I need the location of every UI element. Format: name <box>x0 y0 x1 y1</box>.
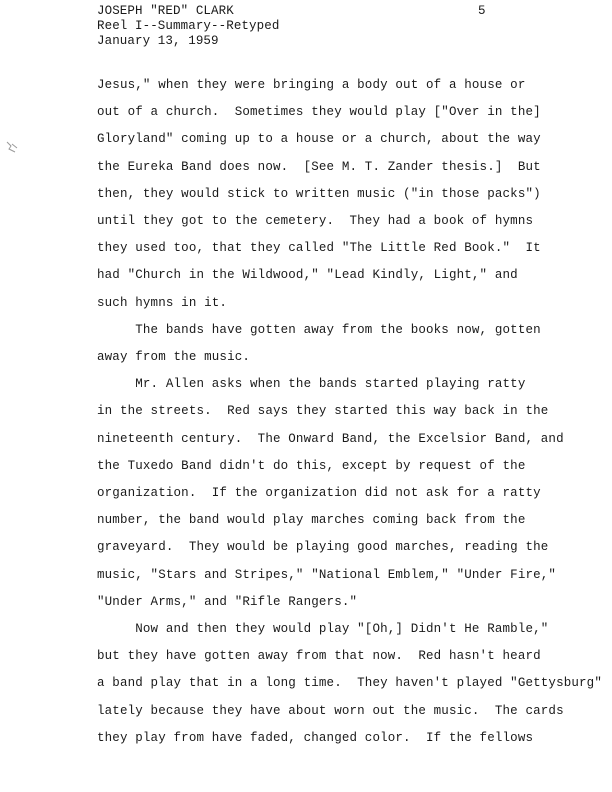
scan-mark-icon <box>6 140 20 154</box>
header-reel: Reel I--Summary--Retyped <box>97 19 280 33</box>
text-line: the Eureka Band does now. [See M. T. Zander thesis.] But <box>97 159 541 174</box>
text-line: in the streets. Red says they started this way back in the <box>97 404 549 419</box>
text-line: a band play that in a long time. They haven't played "Gettysburg" <box>97 676 602 691</box>
text-line: Gloryland" coming up to a house or a church, about the way <box>97 132 541 147</box>
text-line: the Tuxedo Band didn't do this, except by request of the <box>97 458 526 473</box>
text-line: such hymns in it. <box>97 295 228 310</box>
text-line: lately because they have about worn out the music. The cards <box>97 703 564 718</box>
text-line: out of a church. Sometimes they would play ["Over in the] <box>97 105 541 120</box>
text-line: number, the band would play marches coming back from the <box>97 513 526 528</box>
text-line: "Under Arms," and "Rifle Rangers." <box>97 594 358 609</box>
text-line: they play from have faded, changed color. If the fellows <box>97 730 534 745</box>
text-line: The bands have gotten away from the books now, gotten <box>97 322 541 337</box>
page-header <box>97 4 279 49</box>
text-line: organization. If the organization did not ask for a ratty <box>97 486 541 501</box>
text-line: Jesus," when they were bringing a body out of a house or <box>97 78 526 92</box>
text-line: graveyard. They would be playing good marches, reading the <box>97 540 549 555</box>
text-line: nineteenth century. The Onward Band, the Excelsior Band, and <box>97 431 564 446</box>
text-line: then, they would stick to written music ("in those packs") <box>97 186 541 201</box>
text-line: had "Church in the Wildwood," "Lead Kindly, Light," and <box>97 268 518 283</box>
text-line: until they got to the cemetery. They had a book of hymns <box>97 214 534 229</box>
transcript-body <box>97 72 602 752</box>
text-line: away from the music. <box>97 350 251 365</box>
text-line: Mr. Allen asks when the bands started playing ratty <box>97 377 526 392</box>
text-line: Now and then they would play "[Oh,] Didn't He Ramble," <box>97 622 549 637</box>
text-line: but they have gotten away from that now. Red hasn't heard <box>97 649 541 664</box>
text-line: they used too, that they called "The Little Red Book." It <box>97 241 541 256</box>
page-number: 5 <box>478 4 486 18</box>
text-line: music, "Stars and Stripes," "National Emblem," "Under Fire," <box>97 567 557 582</box>
header-date: January 13, 1959 <box>97 34 219 48</box>
header-name: JOSEPH "RED" CLARK <box>97 4 234 18</box>
